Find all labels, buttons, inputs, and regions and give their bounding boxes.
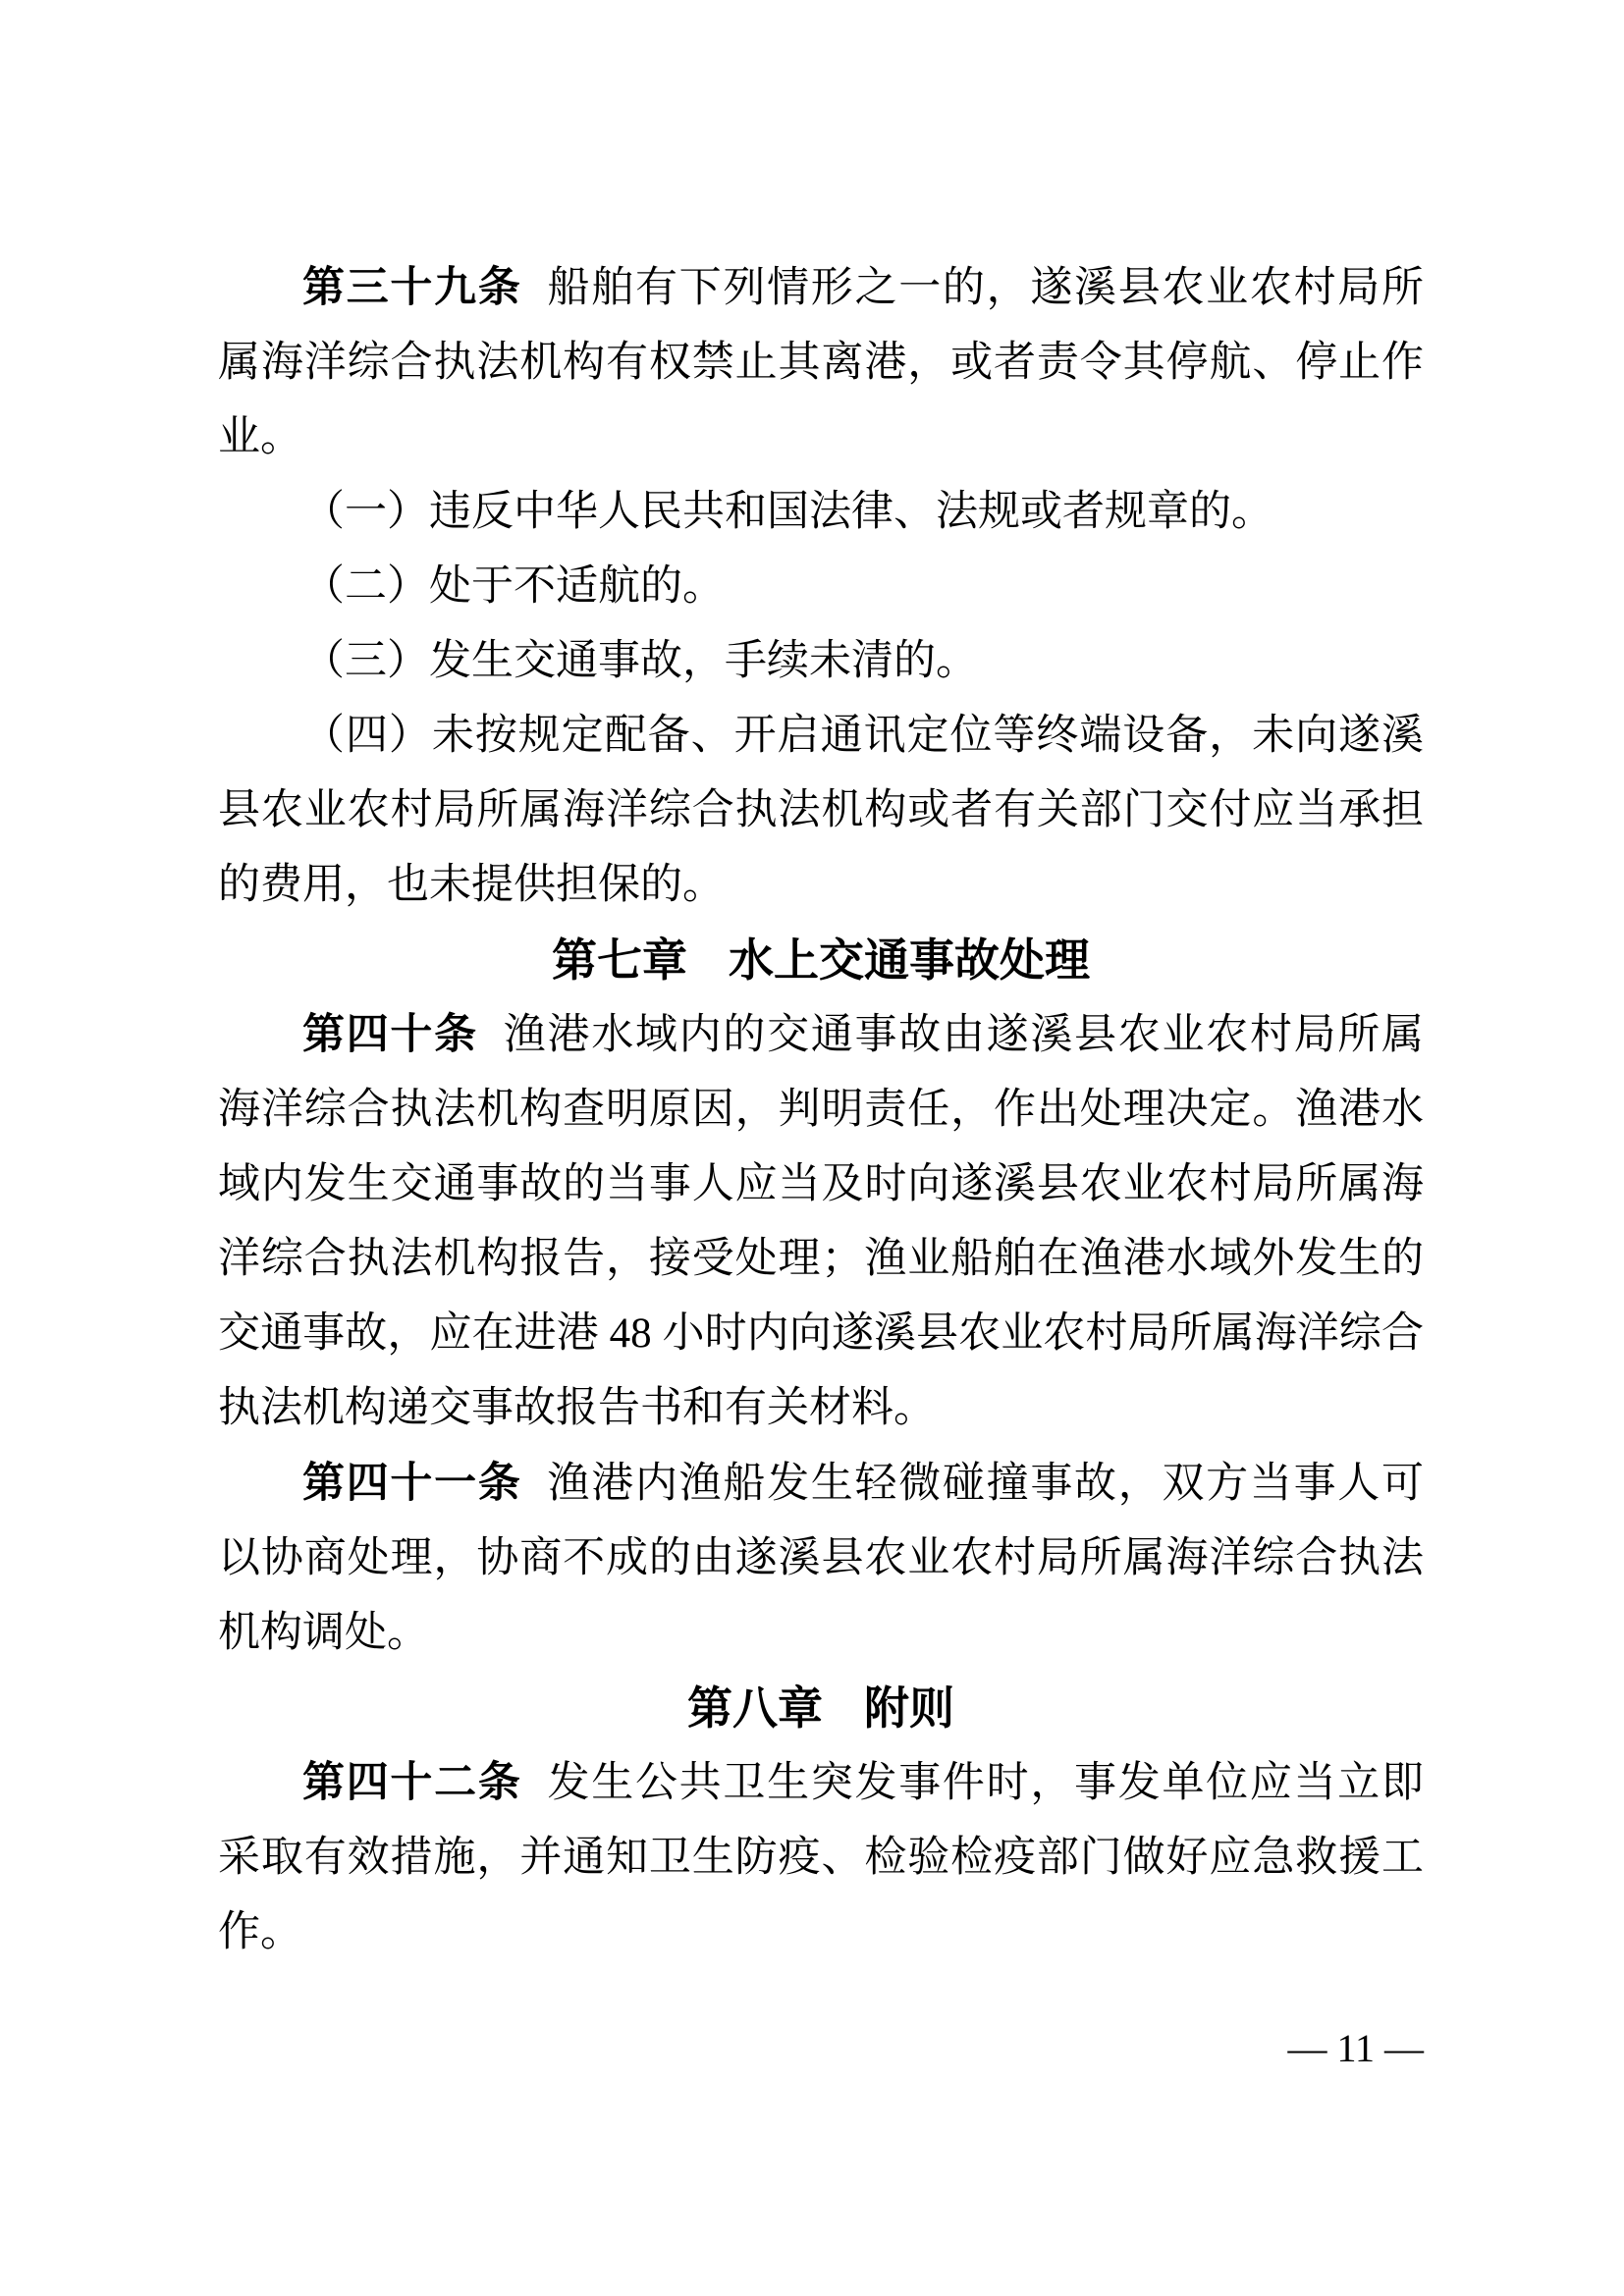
article-40-number: 第四十条 [302,1011,478,1058]
article-41-number: 第四十一条 [302,1460,522,1507]
article-39-paragraph [218,250,1424,475]
article-40-paragraph [218,997,1424,1446]
chapter-7-heading [218,923,1424,997]
article-39-item-2: （二）处于不适航的。 [302,563,725,610]
article-42-paragraph [218,1745,1424,1970]
article-39-item-1: （一）违反中华人民共和国法律、法规或者规章的。 [302,489,1273,535]
page-number: — 11 — [1287,2026,1424,2070]
document-body [218,250,1424,2073]
chapter-8-heading [218,1671,1424,1745]
chapter-8-number: 第八章 [687,1682,823,1734]
chapter-8-title: 附则 [864,1682,954,1734]
article-39-text: 船舶有下列情形之一的，遂溪县农业农村局所属海洋综合执法机构有权禁止其离港，或者责令其停航、停止作业。 [218,265,1425,460]
article-41-paragraph [218,1446,1424,1671]
chapter-7-number: 第七章 [552,934,687,986]
chapter-7-title: 水上交通事故处理 [729,934,1090,986]
article-42-text: 发生公共卫生突发事件时，事发单位应当立即采取有效措施，并通知卫生防疫、检验检疫部门做好应急救援工作。 [218,1760,1425,1955]
article-39-item-3: （三）发生交通事故，手续未清的。 [302,638,978,684]
article-39-item-4: （四）未按规定配备、开启通讯定位等终端设备，未向遂溪县农业农村局所属海洋综合执法机构或者有关部门交付应当承担的费用，也未提供担保的。 [218,713,1424,908]
article-39-number: 第三十九条 [302,264,522,311]
article-42-number: 第四十二条 [302,1759,522,1806]
article-41-text: 渔港内渔船发生轻微碰撞事故，双方当事人可以协商处理，协商不成的由遂溪县农业农村局所属海洋综合执法机构调处。 [218,1461,1425,1656]
article-40-text: 渔港水域内的交通事故由遂溪县农业农村局所属海洋综合执法机构查明原因，判明责任，作出处理决定。渔港水域内发生交通事故的当事人应当及时向遂溪县农业农村局所属海洋综合执法机构报告，接受处理；渔业船舶在渔港水域外发生的交通事故，应在进港 48 小时内向遂溪县农业农村局所属海洋综合执法机构递交事故报告书和有关材料。 [218,1012,1425,1431]
